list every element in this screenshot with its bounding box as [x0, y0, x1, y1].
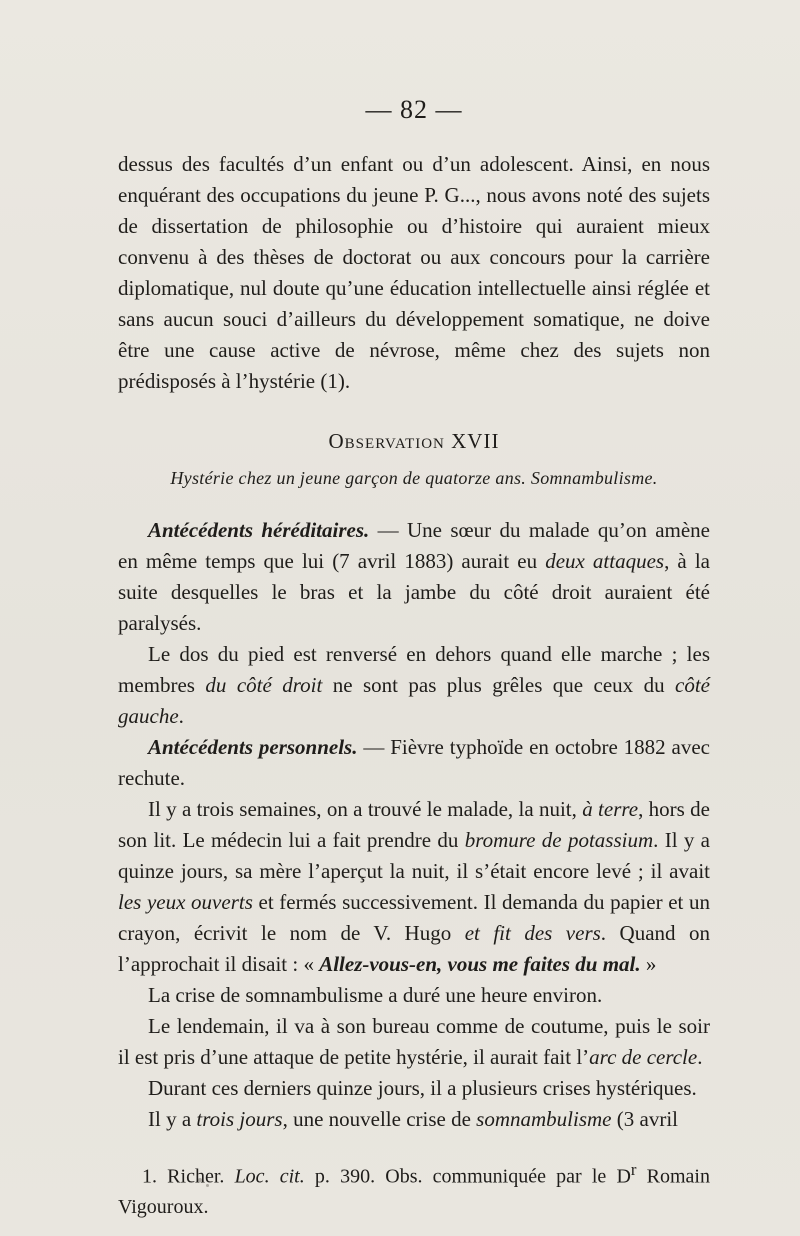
- text-run: . Quand on l’approchait il disait : «: [118, 921, 710, 976]
- paragraph-personal: [118, 732, 710, 794]
- text-run: , hors de son lit. Le médecin lui a fait prendre du: [118, 797, 710, 852]
- emphasis: et fit des vers: [464, 921, 601, 945]
- text-run: . Il y a quinze jours, sa mère l’aperçut la nuit, il s’était encore levé ; il avait: [118, 828, 710, 883]
- text-run: Le dos du pied est renversé en dehors quand elle marche ; les membres: [118, 642, 710, 697]
- text-run: , à la suite desquelles le bras et la jambe du côté droit auraient été paralysés.: [118, 549, 710, 635]
- text-run: p. 390. Obs. communiquée par le D: [304, 1165, 631, 1188]
- observation-subtitle: Hystérie chez un jeune garçon de quatorze ans. Somnambulisme.: [170, 468, 658, 488]
- text-run: .: [697, 1045, 703, 1069]
- emphasis: côté gauche: [118, 673, 710, 728]
- text-run: Romain Vigouroux.: [118, 1165, 710, 1218]
- section-label-personal: Antécédents personnels.: [148, 735, 358, 759]
- section-label-hereditary: Antécédents héréditaires.: [148, 518, 370, 542]
- emphasis: les yeux ouverts: [118, 890, 253, 914]
- page-content: [118, 95, 710, 1222]
- paragraph-hereditary: [118, 515, 710, 639]
- text-run: ne sont pas plus grêles que ceux du: [322, 673, 676, 697]
- text-run: (3 avril: [611, 1107, 678, 1131]
- paragraph-new-crisis: [118, 1104, 710, 1135]
- text-run: , une nouvelle crise de: [282, 1107, 477, 1131]
- paragraph-crises: Durant ces derniers quinze jours, il a plusieurs crises hystériques.: [148, 1076, 697, 1100]
- text-run: Il y a trois semaines, on a trouvé le malade, la nuit,: [148, 797, 583, 821]
- text-run: .: [178, 704, 184, 728]
- paragraph-incident: [118, 794, 710, 980]
- observation-title: Observation XVII: [328, 429, 500, 453]
- text-run: — Fièvre typhoïde en octobre 1882 avec rechute.: [118, 735, 710, 790]
- text-run: »: [640, 952, 657, 976]
- text-run: Il y a: [148, 1107, 197, 1131]
- emphasis: somnambulisme: [476, 1107, 612, 1131]
- emphasis: bromure de potassium: [464, 828, 654, 852]
- paragraph-intro: dessus des facultés d’un enfant ou d’un adolescent. Ainsi, en nous enquérant des occupations du jeune P. G..., nous avons noté des sujets de dissertation de philosophie ou d’histoire qui auraient mieux convenu à des thèses de doctorat ou aux concours pour la carrière diplomatique, nul doute qu’une éducation intellectuelle ainsi réglée et sans aucun souci d’ailleurs du développement somatique, ne doive être une cause active de névrose, même chez des sujets non prédisposés à l’hystérie (1).: [118, 152, 710, 393]
- emphasis: Allez-vous-en, vous me faites du mal.: [319, 952, 641, 976]
- footnote: [118, 1155, 710, 1222]
- paragraph-duration: La crise de somnambulisme a duré une heure environ.: [148, 983, 603, 1007]
- emphasis: Loc. cit.: [234, 1165, 305, 1188]
- text-run: 1. Richer.: [142, 1165, 235, 1188]
- emphasis: arc de cercle: [589, 1045, 698, 1069]
- paragraph-next-day: [118, 1011, 710, 1073]
- text-run: et fermés successivement. Il demanda du papier et un crayon, écrivit le nom de V. Hugo: [118, 890, 710, 945]
- emphasis: deux attaques: [545, 549, 665, 573]
- text-run: Le lendemain, il va à son bureau comme de coutume, puis le soir il est pris d’une attaque de petite hystérie, il aurait fait l’: [118, 1014, 710, 1069]
- superscript: r: [630, 1160, 637, 1179]
- emphasis: trois jours: [196, 1107, 283, 1131]
- paragraph-foot: [118, 639, 710, 732]
- emphasis: du côté droit: [205, 673, 323, 697]
- text-run: — Une sœur du malade qu’on amène en même temps que lui (7 avril 1883) aurait eu: [118, 518, 710, 573]
- page-number: — 82 —: [365, 95, 463, 124]
- emphasis: à terre: [582, 797, 639, 821]
